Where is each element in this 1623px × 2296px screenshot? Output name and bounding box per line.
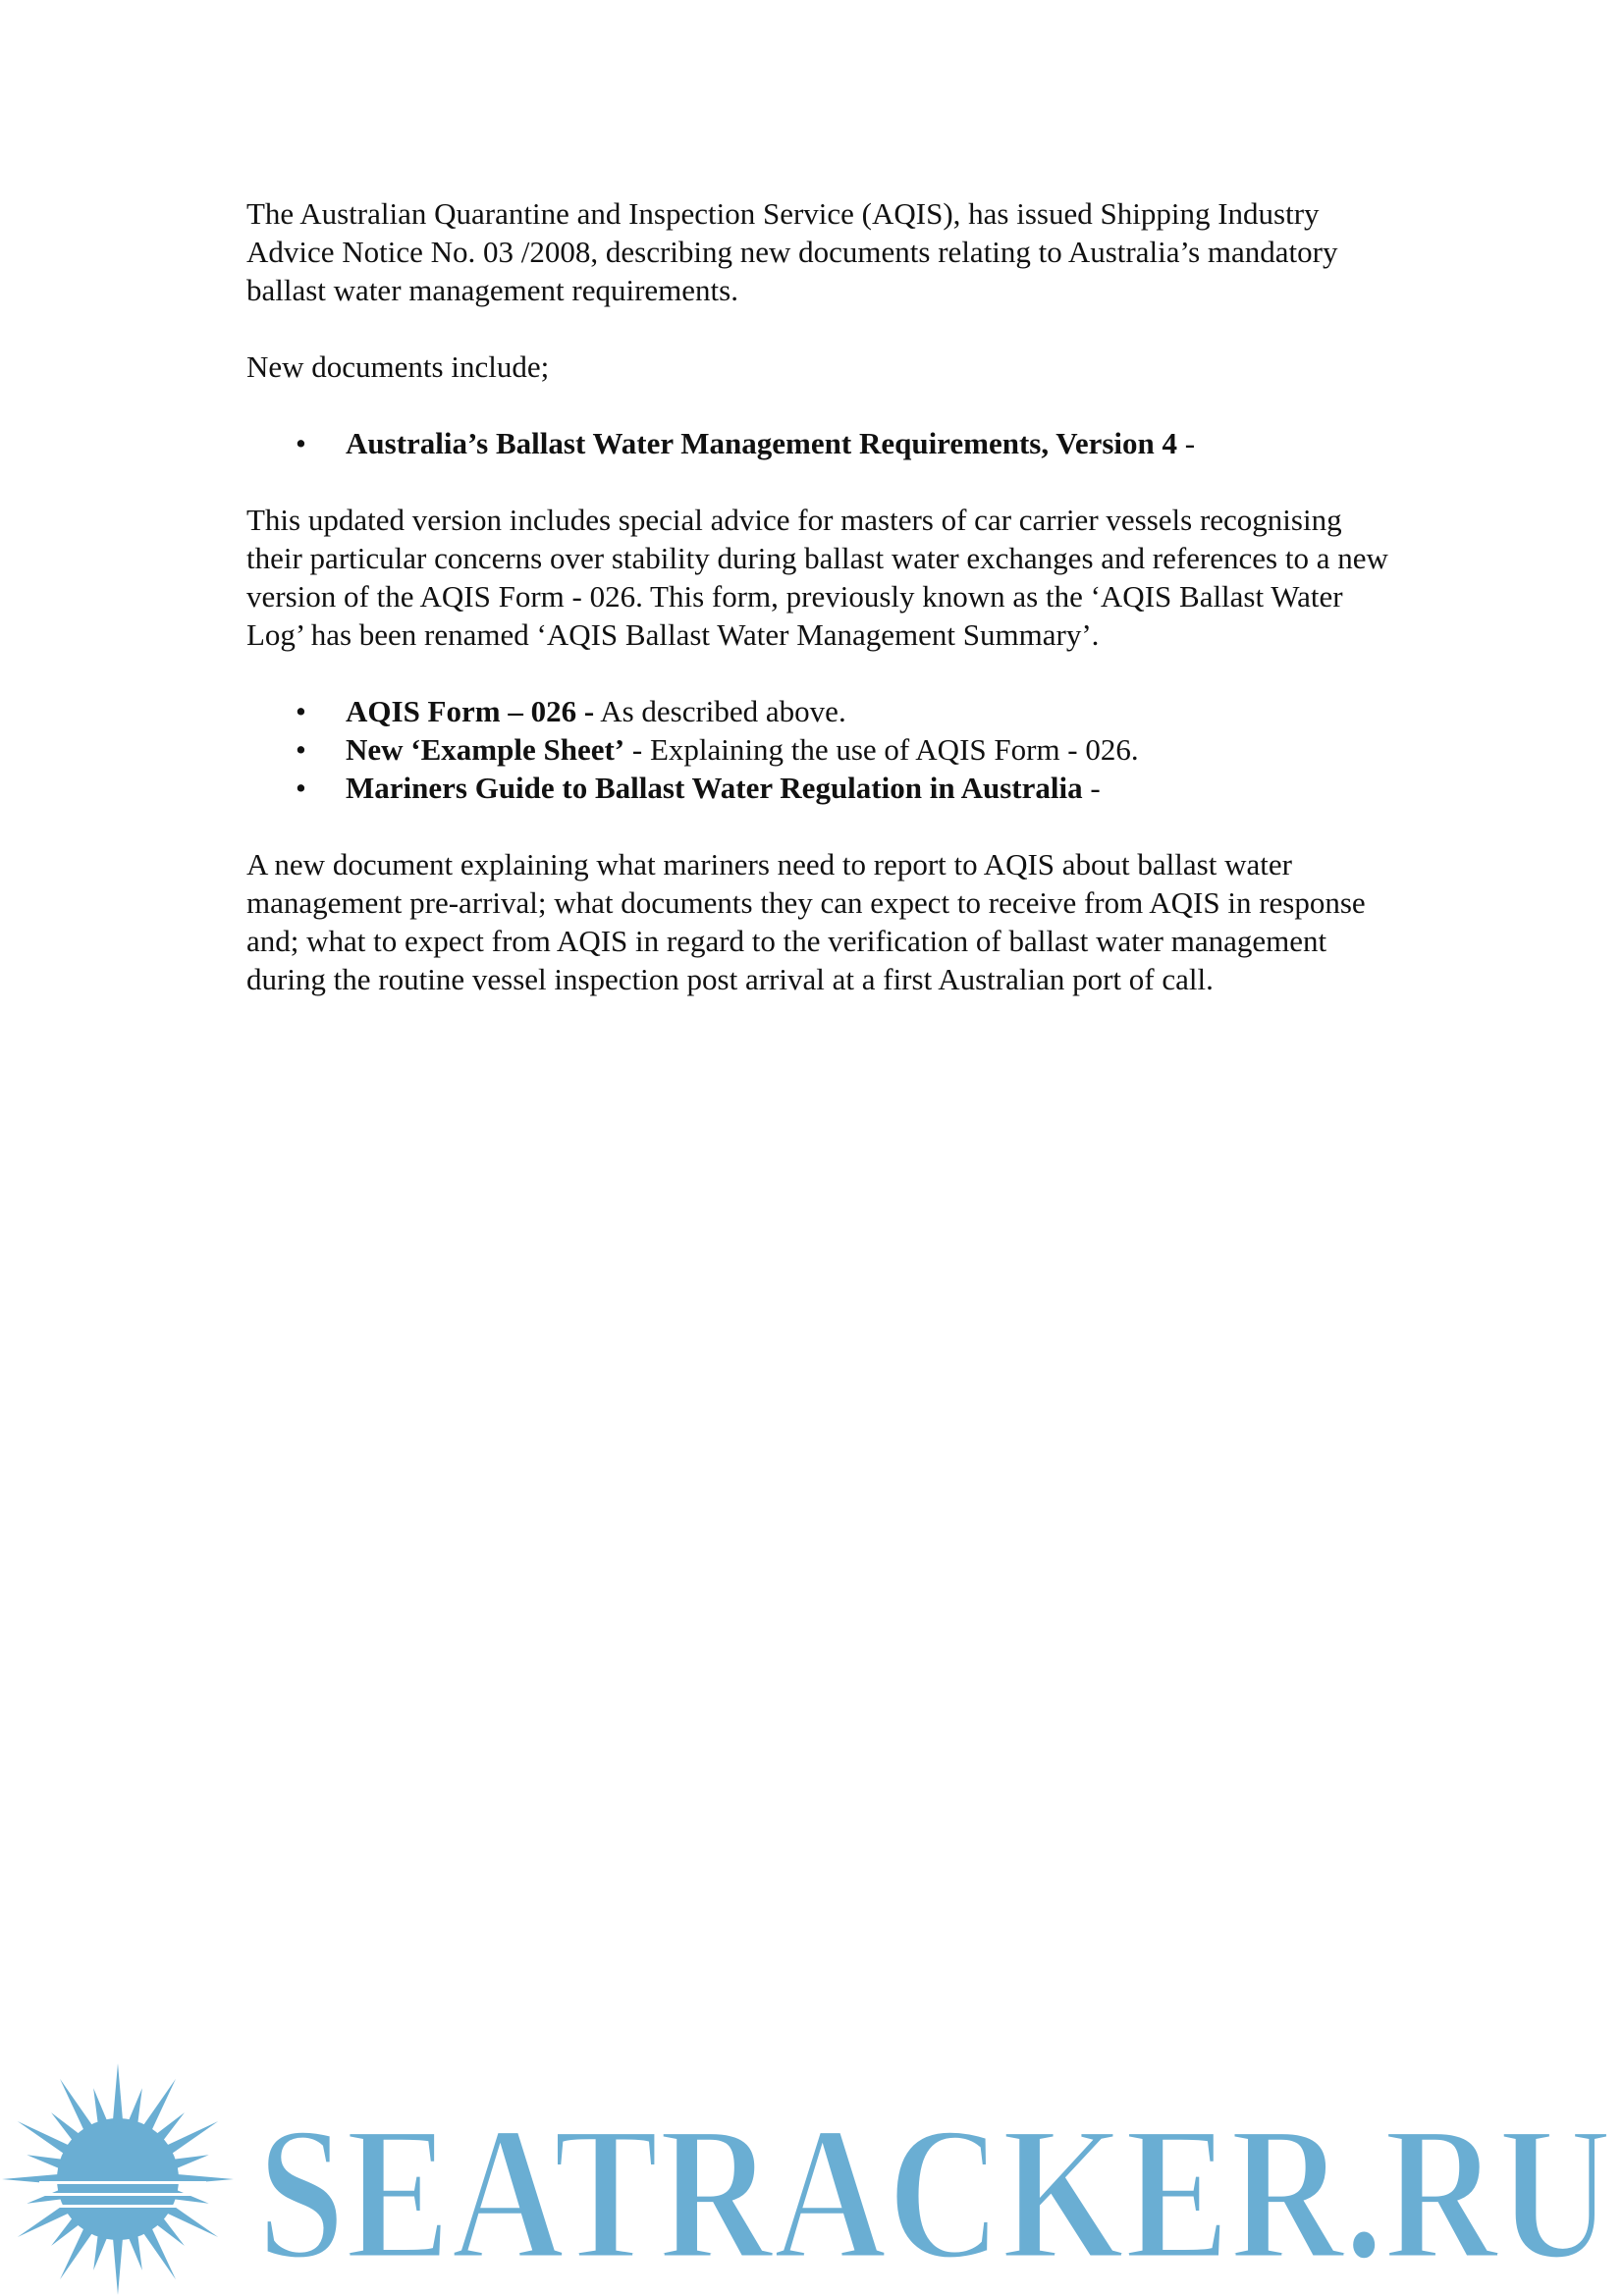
bullet-list-first <box>246 424 1395 462</box>
list-item-title: AQIS Form – 026 - <box>346 694 595 728</box>
list-item-title: Australia’s Ballast Water Management Requirements, Version 4 <box>346 426 1178 460</box>
document-body <box>246 194 1395 1037</box>
list-item <box>246 730 1395 769</box>
list-item <box>246 769 1395 807</box>
list-item <box>246 692 1395 730</box>
list-item <box>246 424 1395 462</box>
seatracker-watermark <box>0 2061 1623 2296</box>
list-item-title: New ‘Example Sheet’ <box>346 732 625 767</box>
version-paragraph: This updated version includes special advice for masters of car carrier vessels recognising their particular concerns over stability during ballast water exchanges and references to a new version of the AQIS Form - 026. This form, previously known as the ‘AQIS Ballast Water Log’ has been renamed ‘AQIS Ballast Water Management Summary’. <box>246 503 1388 652</box>
list-item-text: - <box>1177 426 1196 460</box>
watermark-text: SEATRACKER.RU <box>257 2087 1612 2296</box>
new-documents-heading: New documents include; <box>246 349 550 384</box>
bullet-icon: • <box>296 732 306 767</box>
sun-over-sea-icon <box>2 2063 234 2295</box>
bullet-icon: • <box>296 771 306 805</box>
list-item-text: - <box>1082 771 1101 805</box>
bullet-list-second <box>246 692 1395 807</box>
list-item-text: - Explaining the use of AQIS Form - 026. <box>624 732 1139 767</box>
bullet-icon: • <box>296 694 306 728</box>
sun-ray <box>113 2063 123 2122</box>
bullet-icon: • <box>296 426 306 460</box>
list-item-text: As described above. <box>594 694 846 728</box>
intro-paragraph: The Australian Quarantine and Inspection Service (AQIS), has issued Shipping Industry Advice Notice No. 03 /2008, describing new documents relating to Australia’s mandatory ballast water management requirements. <box>246 196 1338 307</box>
sun-ray <box>113 2236 123 2295</box>
closing-paragraph: A new document explaining what mariners need to report to AQIS about ballast water management pre-arrival; what documents they can expect to receive from AQIS in response and; what to expect from AQIS in regard to the verification of ballast water management during the routine vessel inspection post arrival at a first Australian port of call. <box>246 847 1366 996</box>
list-item-title: Mariners Guide to Ballast Water Regulation in Australia <box>346 771 1083 805</box>
